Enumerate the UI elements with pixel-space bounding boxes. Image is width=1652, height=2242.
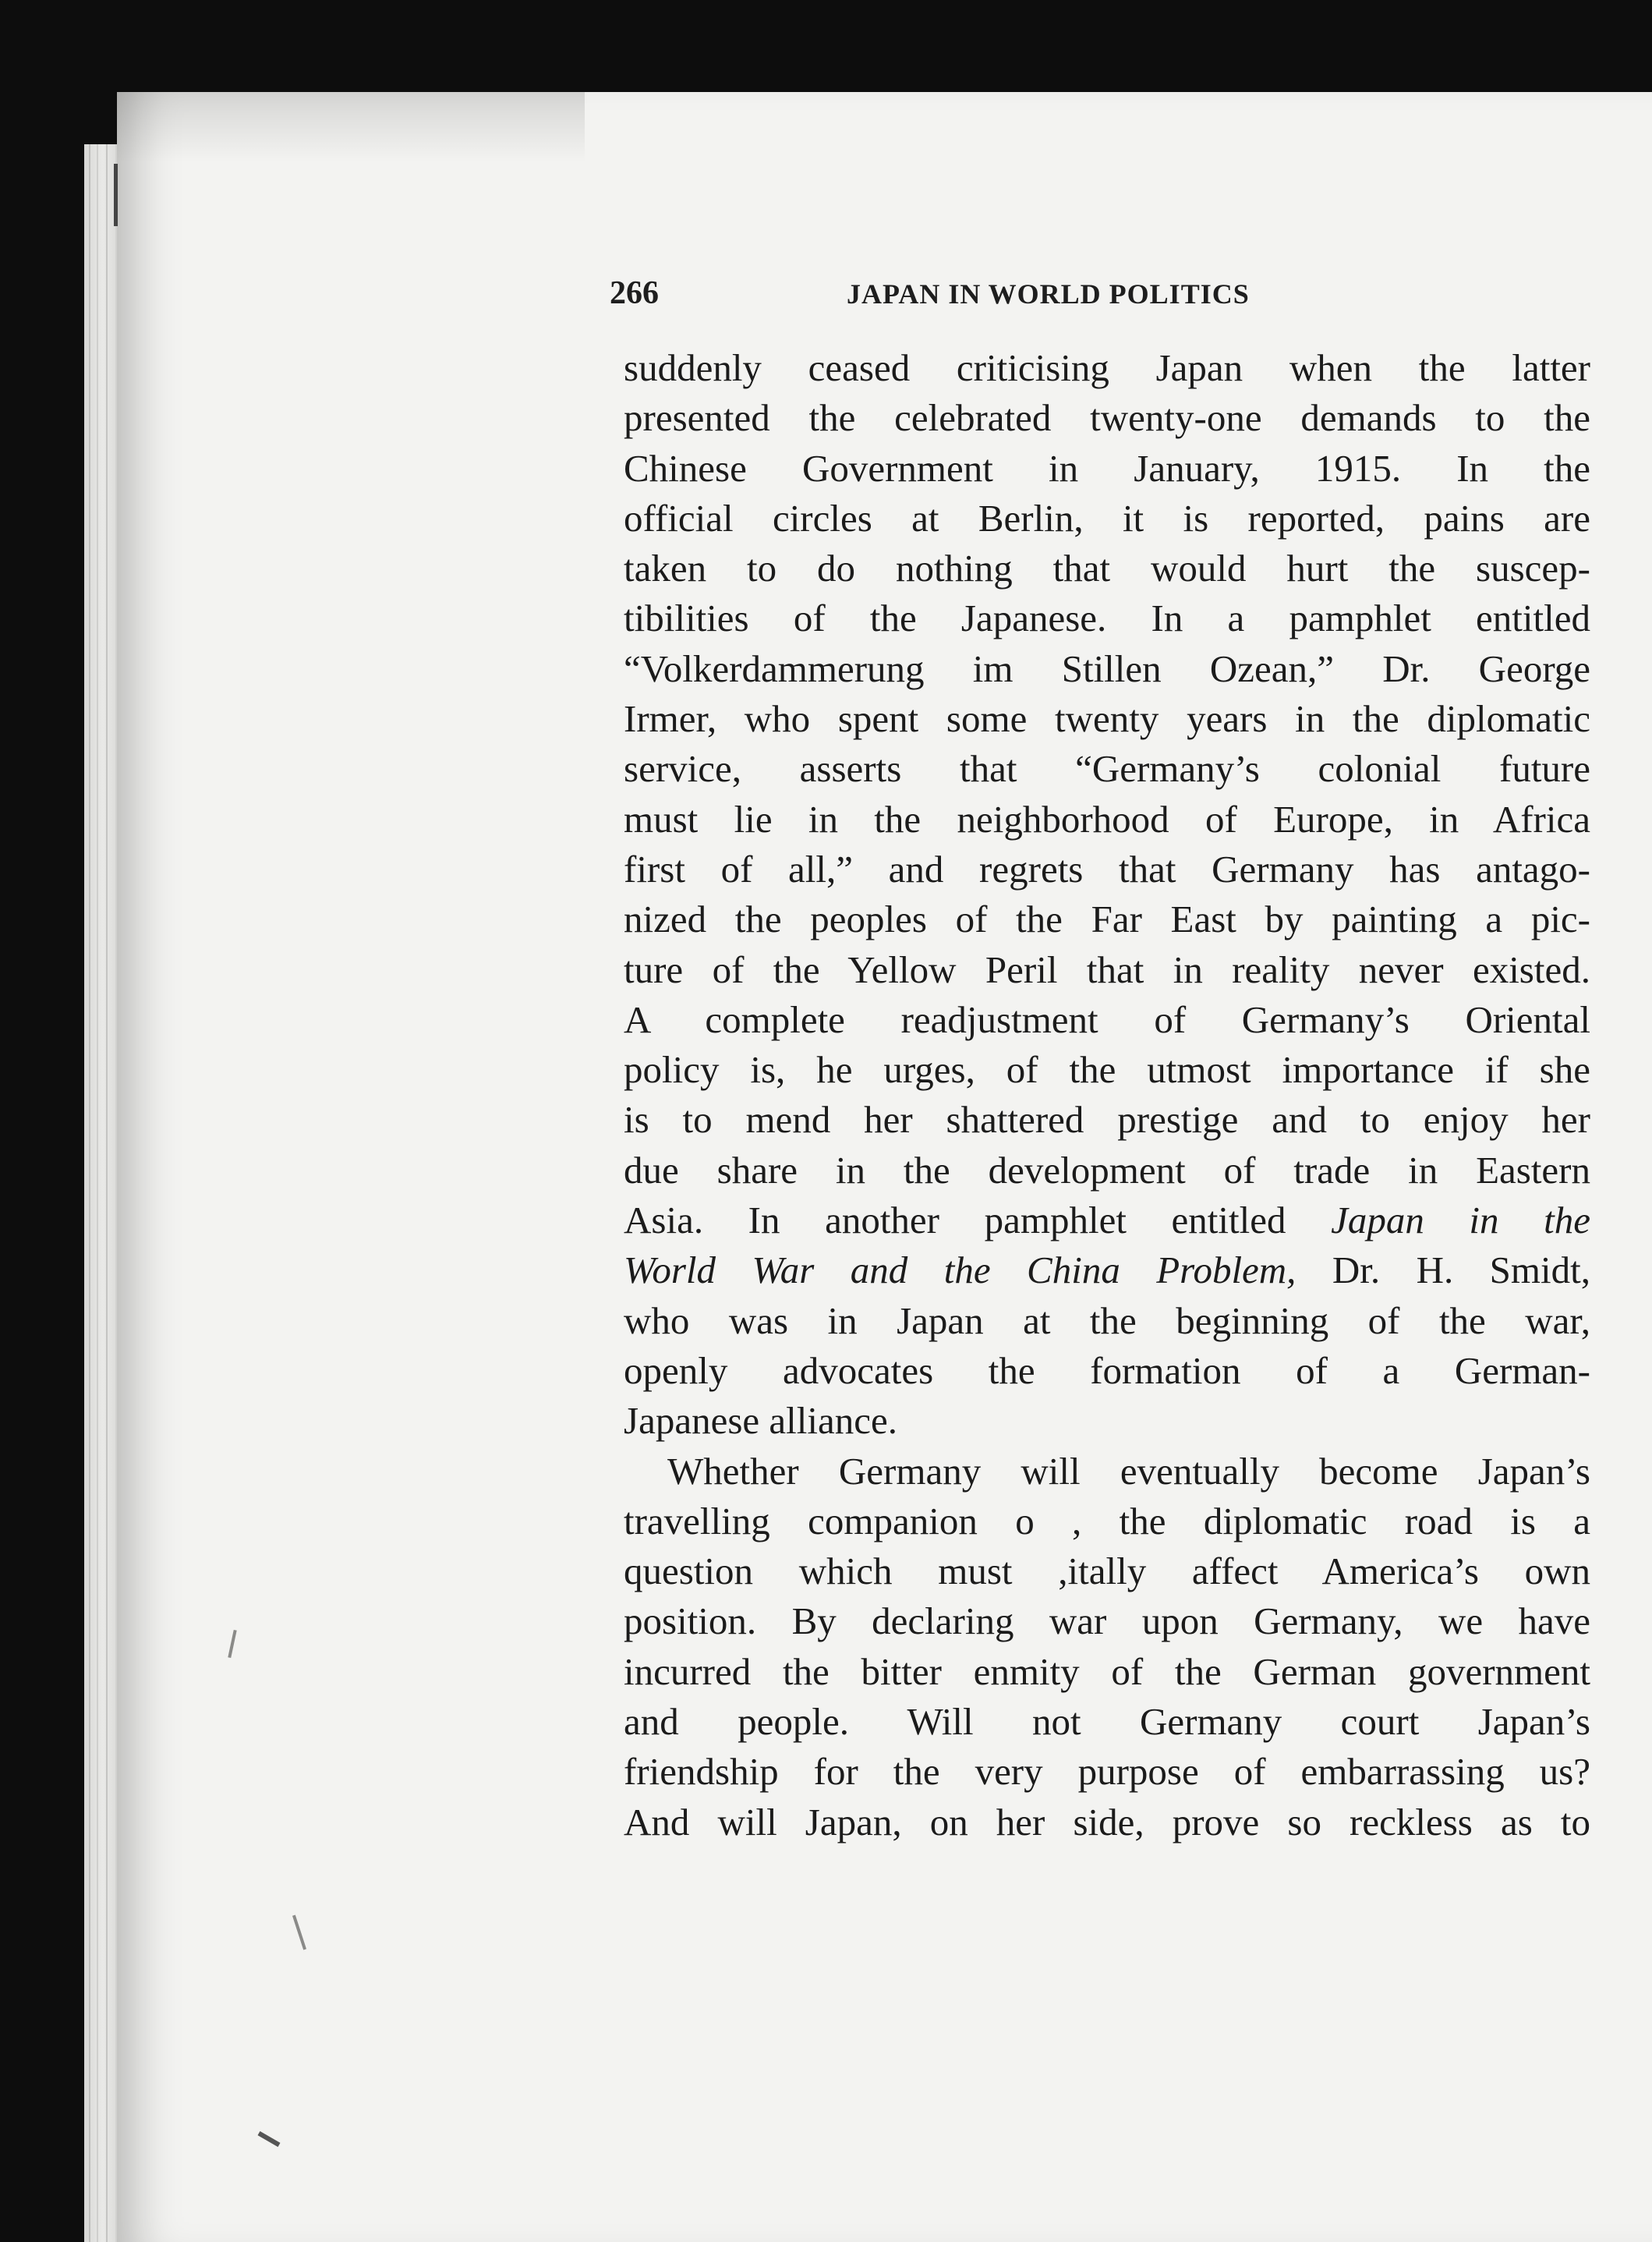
text-line: Whether Germany will eventually become Japan’s [667, 1449, 1590, 1493]
text-line: presented the celebrated twenty-one demands to the [624, 396, 1590, 440]
body-text [624, 343, 1590, 1847]
text-line: is to mend her shattered prestige and to enjoy her [624, 1098, 1590, 1142]
text-line: who was in Japan at the beginning of the war, [624, 1298, 1590, 1342]
text-line: policy is, he urges, of the utmost importance if she [624, 1048, 1590, 1092]
page-header [610, 274, 1584, 329]
text-line: position. By declaring war upon Germany, we have [624, 1599, 1590, 1643]
text-line [624, 1195, 1590, 1245]
text-line: A complete readjustment of Germany’s Oriental [624, 997, 1590, 1041]
text-line: taken to do nothing that would hurt the suscep- [624, 547, 1590, 590]
text-line: service, asserts that “Germany’s colonial future [624, 747, 1590, 791]
text-line [624, 1245, 1590, 1295]
text-line: “Volkerdammerung im Stillen Ozean,” Dr. George [624, 646, 1590, 690]
text-run: Dr. H. Smidt, [1332, 1249, 1590, 1292]
running-head: JAPAN IN WORLD POLITICS [847, 278, 1250, 310]
text-line: ture of the Yellow Peril that in reality never existed. [624, 947, 1590, 991]
book-title-italic: Japan in the [1331, 1199, 1590, 1242]
text-line: Chinese Government in January, 1915. In the [624, 446, 1590, 490]
text-line: due share in the development of trade in Eastern [624, 1148, 1590, 1192]
text-line: official circles at Berlin, it is reported, pains are [624, 496, 1590, 540]
text-line: friendship for the very purpose of embarrassing us? [624, 1750, 1590, 1794]
text-line: and people. Will not Germany court Japan’s [624, 1700, 1590, 1744]
scan-speck [114, 164, 118, 226]
text-line: suddenly ceased criticising Japan when the latter [624, 346, 1590, 389]
text-line: must lie in the neighborhood of Europe, in Africa [624, 797, 1590, 841]
text-line: nized the peoples of the Far East by painting a pic- [624, 898, 1590, 941]
text-line: first of all,” and regrets that Germany has antago- [624, 847, 1590, 891]
text-run: Asia. In another pamphlet entitled [624, 1199, 1286, 1242]
book-title-italic: World War and the China Problem, [624, 1249, 1296, 1292]
text-line: travelling companion o , the diplomatic road is a [624, 1499, 1590, 1542]
page-number: 266 [610, 275, 659, 311]
text-line: question which must ,itally affect America’s own [624, 1550, 1590, 1593]
page-shadow [117, 92, 585, 162]
text-line: incurred the bitter enmity of the German government [624, 1649, 1590, 1693]
text-line: Irmer, who spent some twenty years in the diplomatic [624, 697, 1590, 741]
text-line: And will Japan, on her side, prove so reckless as to [624, 1800, 1590, 1844]
text-line: Japanese alliance. [624, 1399, 897, 1443]
text-line: tibilities of the Japanese. In a pamphlet entitled [624, 597, 1590, 640]
text-line: openly advocates the formation of a German- [624, 1348, 1590, 1392]
